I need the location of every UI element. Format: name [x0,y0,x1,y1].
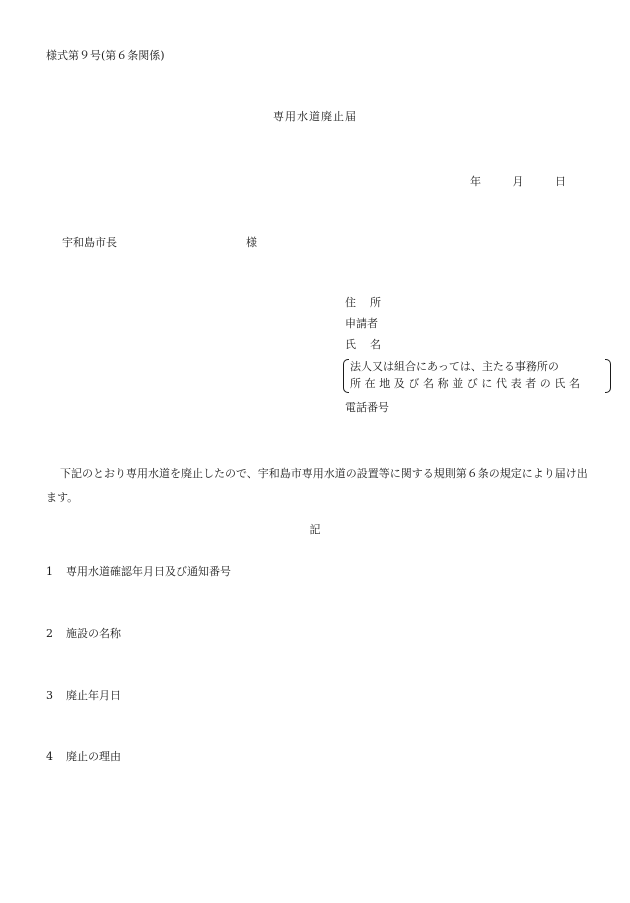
address-label-part1: 住 [345,296,356,309]
item-label: 廃止年月日 [66,689,121,702]
date-year-label: 年 [470,175,481,188]
applicant-name-label [345,339,381,350]
note-line-2: 所在地及び名称並びに代表者の氏名 [350,377,584,390]
item-number: 1 [46,565,53,578]
phone-label: 電話番号 [345,401,389,414]
applicant-address-label [345,297,381,308]
name-label-part1: 氏 [345,338,356,351]
addressee-honorific: 様 [246,236,257,249]
body-paragraph [46,462,594,510]
item-label: 廃止の理由 [66,750,121,763]
item-label: 専用水道確認年月日及び通知番号 [66,565,231,578]
list-item [46,690,121,701]
date-day-label: 日 [555,175,566,188]
address-label-part2: 所 [370,296,381,309]
left-bracket [343,359,349,393]
document-title: 専用水道廃止届 [273,110,357,123]
list-item [46,751,121,762]
item-number: 4 [46,750,53,763]
addressee-name: 宇和島市長 [62,236,117,249]
form-number: 様式第９号(第６条関係) [46,49,165,62]
body-text: 下記のとおり専用水道を廃止したので、宇和島市専用水道の設置等に関する規則第６条の規定により届け出ます。 [46,467,588,504]
date-month-label: 月 [512,175,524,188]
date-row [470,176,566,187]
right-bracket [605,359,611,393]
name-label-part2: 名 [370,338,381,351]
item-label: 施設の名称 [66,627,121,640]
corporation-note [343,357,611,395]
item-number: 3 [46,689,53,702]
note-line-1: 法人又は組合にあっては、主たる事務所の [350,360,559,373]
item-number: 2 [46,627,53,640]
list-item [46,566,231,577]
applicant-label: 申請者 [345,317,378,330]
list-item [46,628,121,639]
ki-heading: 記 [309,523,321,536]
